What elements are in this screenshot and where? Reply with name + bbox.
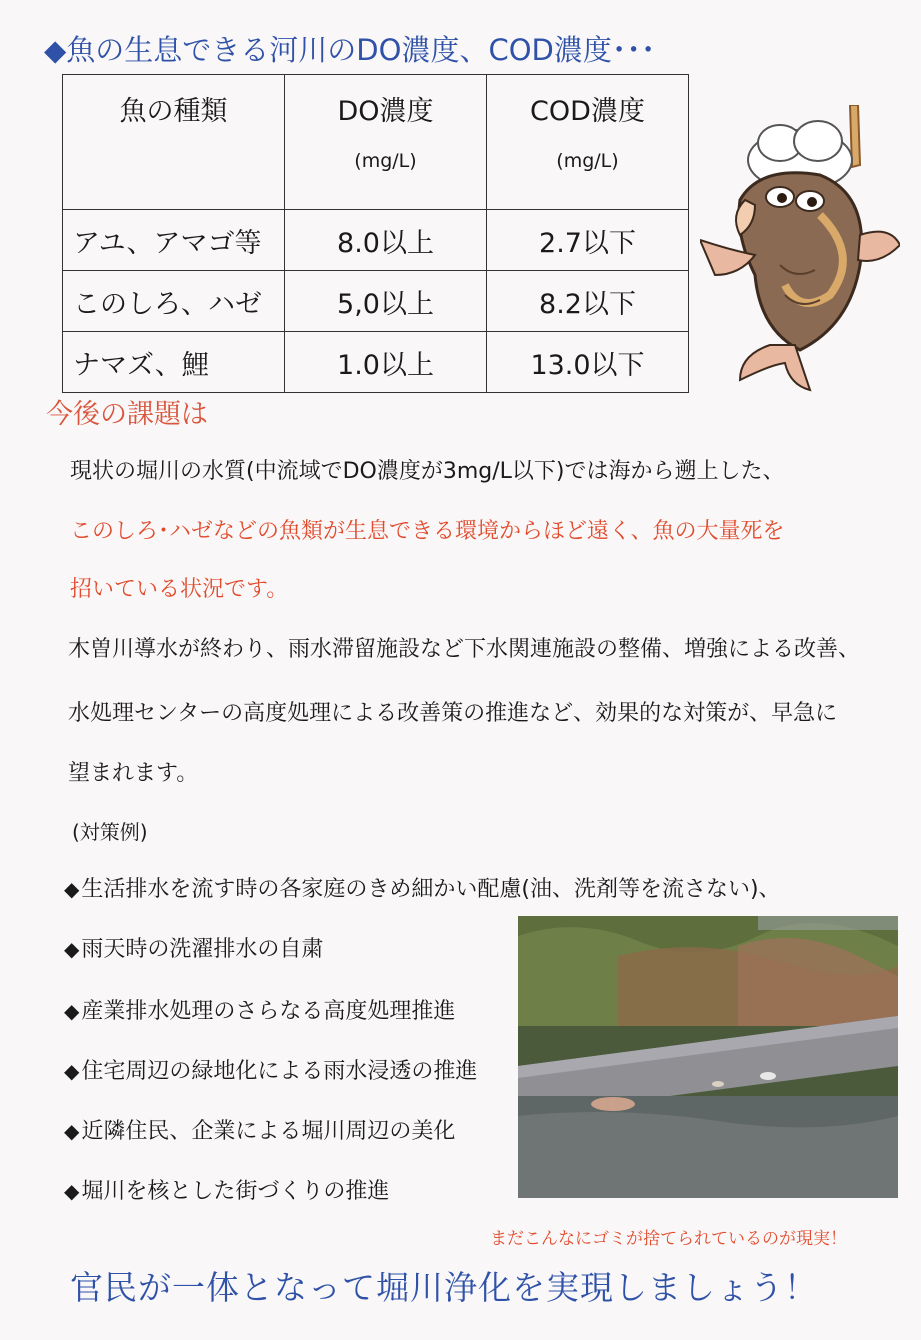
issue-line: 望まれます。 — [68, 761, 199, 786]
unit-label: (mg/L) — [556, 150, 619, 172]
measure-item — [64, 872, 781, 903]
header-cod — [487, 75, 689, 210]
cell-fish: アユ、アマゴ等 — [63, 210, 285, 271]
table-row — [63, 271, 689, 332]
section-heading: 今後の課題は — [46, 399, 208, 430]
cell-do: 1.0以上 — [285, 332, 487, 393]
slogan: 官民が一体となって堀川浄化を実現しましょう！ — [70, 1268, 818, 1307]
cell-fish: ナマズ、鯉 — [63, 332, 285, 393]
issue-line-highlight: このしろ･ハゼなどの魚類が生息できる環境からほど遠く、魚の大量死を — [70, 519, 785, 544]
measure-text: 近隣住民、企業による堀川周辺の美化 — [81, 1119, 456, 1144]
measure-text: 堀川を核とした街づくりの推進 — [81, 1179, 390, 1204]
table-row — [63, 332, 689, 393]
diamond-bullet-icon: ◆ — [64, 999, 80, 1023]
header-label: 魚の種類 — [119, 96, 228, 127]
cell-do: 8.0以上 — [285, 210, 487, 271]
measure-item — [64, 1114, 455, 1145]
cell-do: 5,0以上 — [285, 271, 487, 332]
table-row — [63, 210, 689, 271]
page-title: ◆魚の生息できる河川のDO濃度、COD濃度･･･ — [44, 33, 656, 67]
cell-cod: 13.0以下 — [487, 332, 689, 393]
diamond-bullet-icon: ◆ — [64, 1179, 80, 1203]
header-fish-type — [63, 75, 285, 210]
measures-label: (対策例) — [72, 820, 148, 844]
diamond-bullet-icon: ◆ — [64, 1119, 80, 1143]
header-do — [285, 75, 487, 210]
cell-cod: 8.2以下 — [487, 271, 689, 332]
photo-caption: まだこんなにゴミが捨てられているのが現実！ — [490, 1229, 847, 1249]
diamond-bullet-icon: ◆ — [64, 1059, 80, 1083]
cell-fish: このしろ、ハゼ — [63, 271, 285, 332]
river-photo — [518, 916, 898, 1198]
header-label: COD濃度 — [530, 96, 645, 127]
issue-line: 木曽川導水が終わり、雨水滞留施設など下水関連施設の整備、増強による改善、 — [68, 637, 861, 662]
carp-chef-mascot-illustration — [700, 105, 900, 395]
measure-text: 住宅周辺の緑地化による雨水浸透の推進 — [81, 1059, 478, 1084]
header-label: DO濃度 — [337, 96, 434, 127]
cell-cod: 2.7以下 — [487, 210, 689, 271]
measure-item — [64, 932, 323, 963]
measure-text: 生活排水を流す時の各家庭のきめ細かい配慮(油、洗剤等を流さない)、 — [81, 877, 781, 902]
issue-line: 現状の堀川の水質(中流域でDO濃度が3mg/L以下)では海から遡上した、 — [70, 459, 785, 484]
issue-line-highlight: 招いている状況です。 — [70, 577, 289, 602]
diamond-bullet-icon: ◆ — [64, 937, 80, 961]
table-header-row — [63, 75, 689, 210]
measure-text: 産業排水処理のさらなる高度処理推進 — [81, 999, 456, 1024]
unit-label: (mg/L) — [354, 150, 417, 172]
do-cod-table — [62, 74, 689, 393]
measure-item — [64, 1174, 389, 1205]
measure-item — [64, 1054, 477, 1085]
measure-item — [64, 994, 455, 1025]
issue-line: 水処理センターの高度処理による改善策の推進など、効果的な対策が、早急に — [68, 701, 838, 726]
diamond-bullet-icon: ◆ — [64, 877, 80, 901]
measure-text: 雨天時の洗濯排水の自粛 — [81, 937, 324, 962]
